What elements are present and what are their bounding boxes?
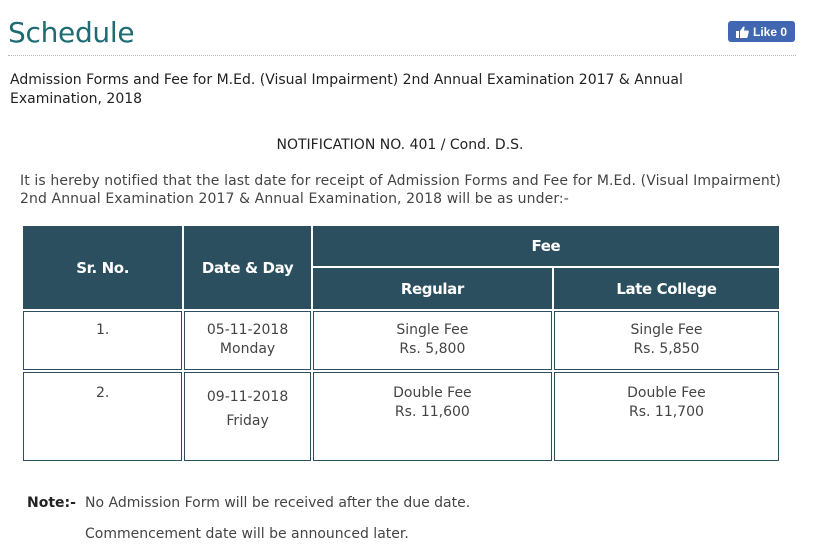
fee-type: Single Fee [630, 322, 703, 338]
header-date-day: Date & Day [184, 226, 311, 309]
intro-paragraph: It is hereby notified that the last date for receipt of Admission Forms and Fee for M.Ed. (Visual Impairment) 2nd Annual Examination 2017 & Annual Examination, 2018 will be as under:- [20, 173, 781, 207]
note-label: Note:- [27, 495, 76, 511]
fee-type: Double Fee [627, 385, 706, 401]
cell-date-day [184, 372, 311, 461]
cell-late-college-fee [554, 372, 779, 461]
sr-no-value: 1. [95, 322, 110, 338]
cell-sr-no [23, 311, 182, 370]
title-divider [8, 55, 796, 56]
date-value: 05-11-2018 [206, 322, 289, 338]
cell-regular-fee [313, 311, 552, 370]
cell-sr-no [23, 372, 182, 461]
sr-no-value: 2. [95, 385, 110, 401]
cell-late-college-fee [554, 311, 779, 370]
fee-amount: Rs. 5,800 [399, 341, 466, 357]
cell-date-day [184, 311, 311, 370]
fee-type: Single Fee [396, 322, 469, 338]
cell-regular-fee [313, 372, 552, 461]
like-count-label: Like 0 [752, 24, 788, 39]
table-row [23, 311, 779, 370]
facebook-like-button[interactable] [728, 21, 795, 42]
header-fee: Fee [313, 226, 779, 266]
fee-amount: Rs. 5,850 [633, 341, 700, 357]
page-title: Schedule [8, 16, 135, 49]
header-late-college: Late College [554, 268, 779, 309]
day-value: Friday [226, 413, 269, 429]
header-sr-no: Sr. No. [23, 226, 182, 309]
thumbs-up-icon [736, 26, 749, 38]
table-row [23, 372, 779, 461]
fee-amount: Rs. 11,600 [394, 404, 470, 420]
notification-number: NOTIFICATION NO. 401 / Cond. D.S. [276, 137, 524, 153]
notice-subtitle: Admission Forms and Fee for M.Ed. (Visual Impairment) 2nd Annual Examination 2017 & Annual Examination, 2018 [10, 72, 683, 107]
header-regular: Regular [313, 268, 552, 309]
fee-type: Double Fee [393, 385, 472, 401]
day-value: Monday [219, 341, 276, 357]
note-line: Commencement date will be announced later. [85, 526, 409, 542]
date-value: 09-11-2018 [206, 389, 289, 405]
fee-amount: Rs. 11,700 [628, 404, 704, 420]
schedule-table [21, 224, 781, 463]
note-line: No Admission Form will be received after the due date. [85, 495, 471, 511]
